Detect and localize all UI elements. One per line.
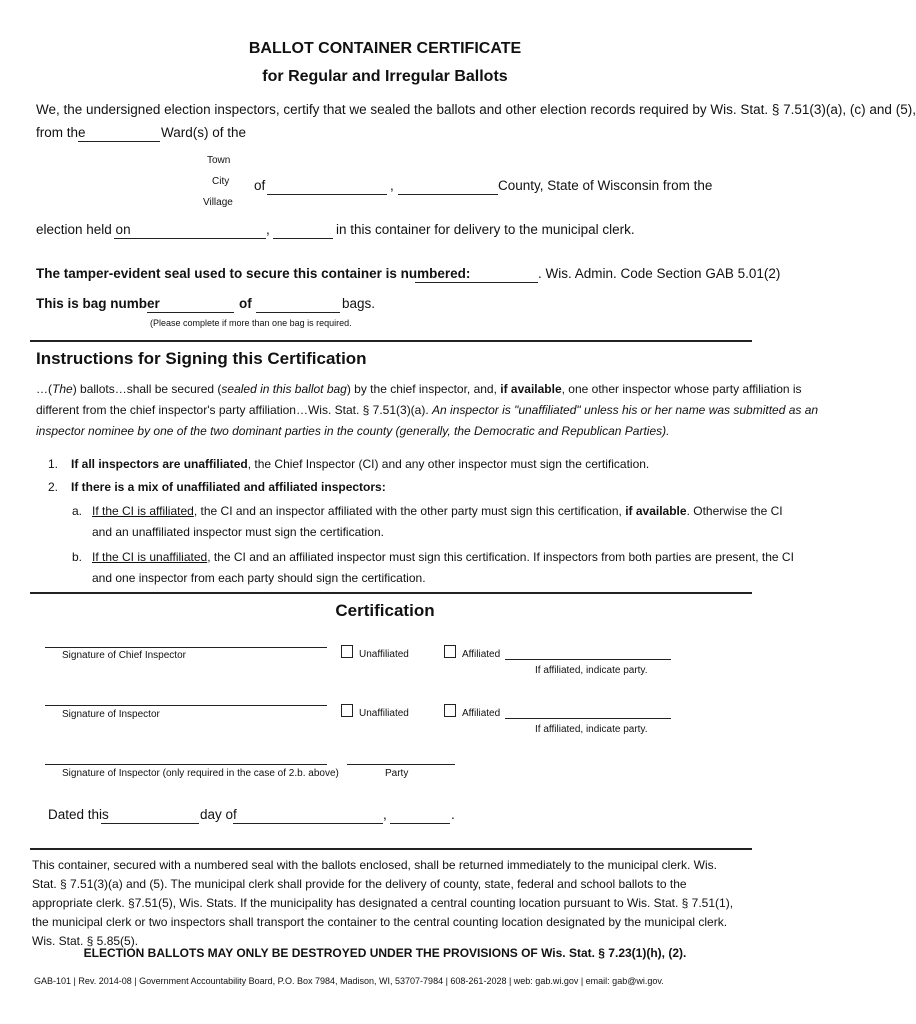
divider-3: [30, 848, 752, 850]
date-comma: ,: [383, 807, 387, 822]
checkbox-icon[interactable]: [341, 704, 353, 717]
election-held-label: election held on: [36, 222, 131, 237]
of-label: of: [254, 178, 266, 193]
chief-party-hint: If affiliated, indicate party.: [535, 665, 648, 676]
destruction-warning: ELECTION BALLOTS MAY ONLY BE DESTROYED UNDER THE PROVISIONS OF Wis. Stat. § 7.23(1)(h), (2).: [83, 946, 687, 960]
election-date-field[interactable]: [114, 238, 266, 239]
certification-heading: Certification: [335, 601, 435, 620]
container-text: in this container for delivery to the municipal clerk.: [336, 222, 635, 237]
bag-total-field[interactable]: [256, 312, 340, 313]
item-a-label: a.: [72, 504, 83, 518]
chief-signature-label: Signature of Chief Inspector: [62, 650, 186, 661]
municipality-field[interactable]: [267, 194, 387, 195]
inspector-signature-field[interactable]: [45, 705, 327, 706]
item2-text: If there is a mix of unaffiliated and affiliated inspectors:: [71, 480, 386, 494]
village-option[interactable]: Village: [203, 197, 233, 208]
intro-line1: We, the undersigned election inspectors, certify that we sealed the ballots and other election records required by Wis. Stat. § 7.51(3)(a), (c) and (5),: [36, 102, 916, 117]
instructions-line2: different from the chief inspector's party affiliation…Wis. Stat. § 7.51(3)(a). An inspector is "unaffiliated" unless his or her name was submitted as an: [36, 403, 819, 417]
form-title: BALLOT CONTAINER CERTIFICATE: [248, 40, 522, 57]
inspector-signature-label: Signature of Inspector: [62, 709, 160, 720]
party-label: Party: [385, 768, 409, 779]
checkbox-icon[interactable]: [444, 704, 456, 717]
checkbox-icon[interactable]: [341, 645, 353, 658]
inspector-party-field[interactable]: [505, 718, 671, 719]
month-field[interactable]: [233, 823, 383, 824]
item1-text: If all inspectors are unaffiliated, the Chief Inspector (CI) and any other inspector must sign the certification.: [71, 457, 650, 471]
chief-affiliated-option[interactable]: Affiliated: [444, 645, 500, 660]
city-option[interactable]: City: [212, 176, 230, 187]
optional-inspector-signature-field[interactable]: [45, 764, 327, 765]
wards-label: Ward(s) of the: [161, 125, 247, 140]
bag-note: (Please complete if more than one bag is required.: [150, 318, 352, 328]
inspector-party-hint: If affiliated, indicate party.: [535, 724, 648, 735]
comma-sep-2: ,: [266, 222, 270, 237]
year-field[interactable]: [390, 823, 450, 824]
ward-number-field[interactable]: [78, 141, 160, 142]
bags-label: bags.: [342, 296, 376, 311]
divider-2: [30, 592, 752, 594]
dated-this-label: Dated this: [48, 807, 109, 822]
item-a-line1: If the CI is affiliated, the CI and an inspector affiliated with the other party must sign this certification, if available. Otherwise the CI: [92, 504, 783, 518]
footer-paragraph: This container, secured with a numbered seal with the ballots enclosed, shall be returned immediately to the municipal clerk. Wis. Stat. § 7.51(3)(a) and (5). The municipal clerk shall provide for the delivery of county, state, federal and school ballots to the appropriate clerk. §7.51(5), Wis. Stats. If the municipality has designated a central counting location pursuant to Wis. Stat. § 7.51(1), the municipal clerk or two inspectors shall transport the container to the central counting location designated by the municipal clerk. Wis. Stat. § 5.85(5).: [32, 858, 734, 948]
item-b-line1: If the CI is unaffiliated, the CI and an affiliated inspector must sign this certification. If inspectors from both parties are present, the CI: [92, 550, 794, 564]
item-b-line2: and one inspector from each party should sign the certification.: [92, 571, 426, 585]
item-a-line2: and an unaffiliated inspector must sign the certification.: [92, 525, 384, 539]
optional-inspector-party-field[interactable]: [347, 764, 455, 765]
form-subtitle: for Regular and Irregular Ballots: [262, 68, 508, 85]
chief-signature-field[interactable]: [45, 647, 327, 648]
item1-number: 1.: [48, 457, 59, 471]
date-period: .: [451, 807, 455, 822]
seal-code: . Wis. Admin. Code Section GAB 5.01(2): [538, 266, 781, 281]
seal-number-field[interactable]: [415, 282, 538, 283]
county-field[interactable]: [398, 194, 498, 195]
instructions-line1: …(The) ballots…shall be secured (sealed in this ballot bag) by the chief inspector, and, if available, one other inspector whose party affiliation is: [36, 382, 802, 396]
bag-of-label: of: [239, 296, 252, 311]
divider-1: [30, 340, 752, 342]
item2-number: 2.: [48, 480, 59, 494]
election-year-field[interactable]: [273, 238, 333, 239]
day-field[interactable]: [101, 823, 199, 824]
bag-number-field[interactable]: [147, 312, 234, 313]
seal-label: The tamper-evident seal used to secure this container is numbered:: [36, 266, 471, 281]
instructions-line3: inspector nominee by one of the two dominant parties in the county (generally, the Democratic and Republican Parties).: [36, 424, 670, 438]
chief-unaffiliated-option[interactable]: Unaffiliated: [341, 645, 409, 660]
inspector-unaffiliated-option[interactable]: Unaffiliated: [341, 704, 409, 719]
optional-inspector-signature-label: Signature of Inspector (only required in the case of 2.b. above): [62, 768, 339, 779]
day-of-label: day of: [200, 807, 237, 822]
inspector-affiliated-option[interactable]: Affiliated: [444, 704, 500, 719]
form-info: GAB-101 | Rev. 2014-08 | Government Accountability Board, P.O. Box 7984, Madison, WI, 53707-7984 | 608-261-2028 | web: gab.wi.gov | email: gab@wi.gov.: [34, 976, 664, 986]
checkbox-icon[interactable]: [444, 645, 456, 658]
from-the-label: from the: [36, 125, 86, 140]
instructions-heading: Instructions for Signing this Certification: [36, 349, 367, 368]
chief-party-field[interactable]: [505, 659, 671, 660]
item-b-label: b.: [72, 550, 83, 564]
comma-sep: ,: [390, 178, 394, 193]
bag-number-label: This is bag number: [36, 296, 160, 311]
town-option[interactable]: Town: [207, 155, 231, 166]
county-label: County, State of Wisconsin from the: [498, 178, 713, 193]
